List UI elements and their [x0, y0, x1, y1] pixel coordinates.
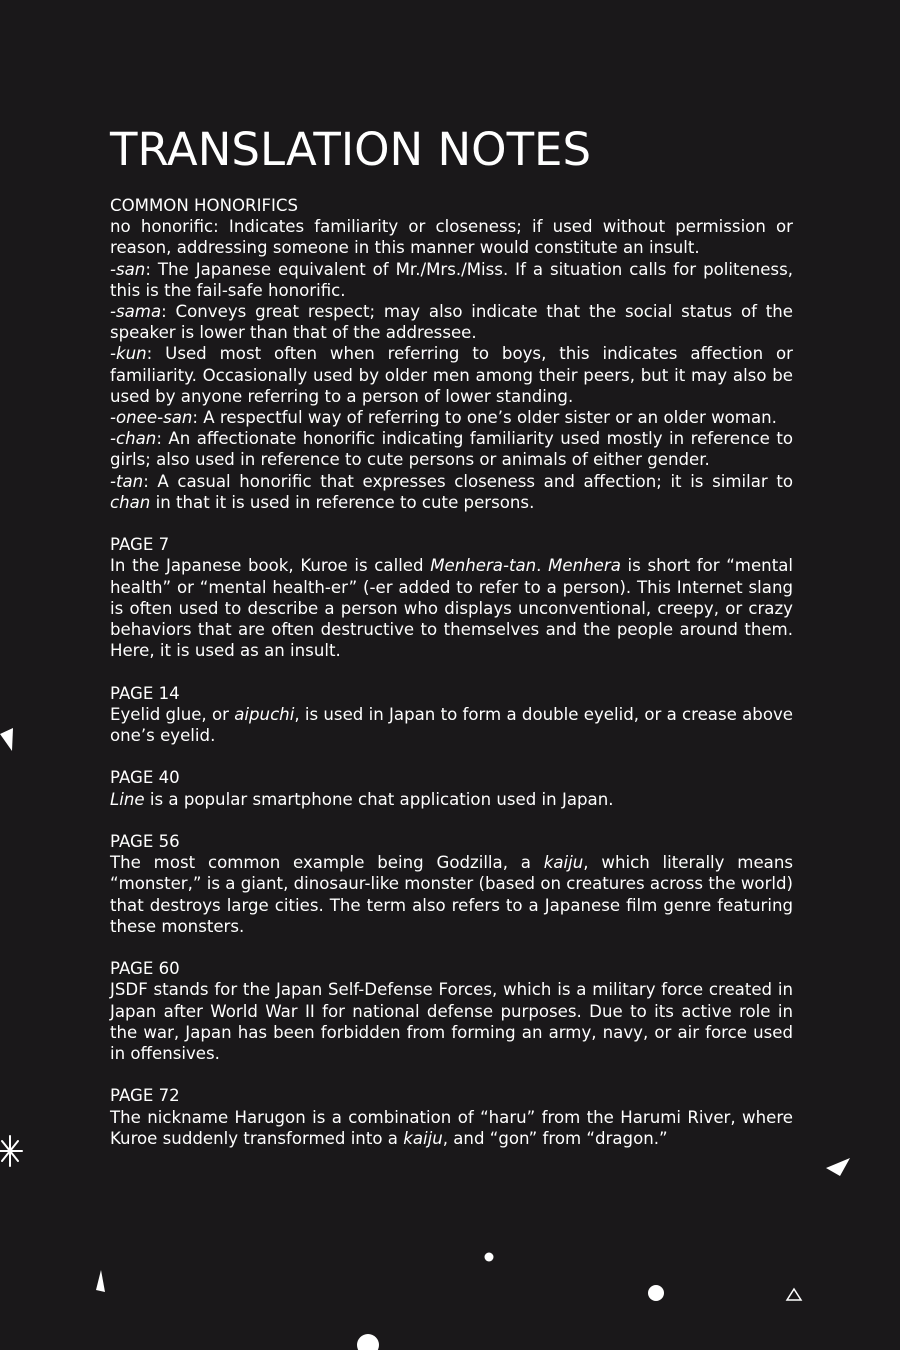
note-term: kaiju — [403, 1128, 443, 1148]
note-term: Menhera-tan — [430, 556, 537, 576]
honorific-definition: : An affectionate honorific indicating familiarity used mostly in reference to girls; also used in reference to cute persons or animals of either gender. — [110, 429, 793, 470]
circle-shape — [482, 1250, 496, 1264]
note-text: . — [536, 556, 549, 576]
circle-shape — [355, 1332, 381, 1350]
page-note-section — [110, 831, 793, 937]
note-paragraph — [110, 979, 793, 1064]
page-note-section — [110, 683, 793, 747]
page-note-section — [110, 1085, 793, 1149]
honorific-term: -tan — [110, 471, 144, 491]
honorific-term: -onee-san — [110, 408, 193, 428]
honorific-entry — [110, 428, 793, 470]
honorific-definition: : Conveys great respect; may also indicate that the social status of the speaker is lower than that of the addressee. — [110, 302, 793, 343]
page-title: TRANSLATION NOTES — [110, 123, 592, 176]
note-text: , and “gon” from “dragon.” — [442, 1128, 668, 1148]
honorific-entry — [110, 301, 793, 343]
section-heading: PAGE 40 — [110, 768, 180, 788]
honorific-entry — [110, 407, 793, 428]
note-text: , which literally means “monster,” is a giant, dinosaur-like monster (based on creatures across the world) that destroys large cities. The term also refers to a Japanese film genre featuring these monsters. — [110, 853, 794, 936]
note-term: Line — [110, 789, 145, 809]
honorific-definition: : A casual honorific that expresses closeness and affection; it is similar to — [143, 471, 793, 491]
triangle-shape — [93, 1268, 109, 1294]
honorific-entry — [110, 343, 793, 407]
honorific-entry — [110, 259, 793, 301]
sparkle-icon — [0, 1134, 26, 1168]
note-term: Menhera — [548, 556, 621, 576]
notes-content — [110, 195, 793, 1170]
note-paragraph — [110, 1107, 793, 1149]
note-term: kaiju — [543, 853, 584, 873]
note-text: The most common example being Godzilla, a — [110, 853, 544, 873]
honorific-entry — [110, 216, 793, 258]
triangle-outline-shape — [785, 1287, 803, 1303]
page-note-section — [110, 958, 793, 1064]
note-text: is short for “mental health” or “mental health-er” (-er added to refer to a person). This Internet slang is often used to describe a person who displays unconventional, creepy, or crazy behaviors that are often destructive to themselves and the people around them. Here, it is used as an insult. — [110, 556, 793, 661]
note-text: In the Japanese book, Kuroe is called — [110, 556, 431, 576]
section-heading: PAGE 72 — [110, 1086, 180, 1106]
circle-shape — [645, 1282, 667, 1304]
honorific-definition: no honorific: Indicates familiarity or closeness; if used without permission or reason, addressing someone in this manner would constitute an insult. — [110, 217, 793, 258]
note-paragraph — [110, 555, 793, 661]
section-heading: PAGE 14 — [110, 683, 180, 703]
honorifics-section — [110, 195, 793, 513]
honorific-definition: : A respectful way of referring to one’s older sister or an older woman. — [192, 408, 777, 428]
page-note-section — [110, 534, 793, 661]
note-text: The nickname Harugon is a combination of “haru” from the Harumi River, where Kuroe suddenly transformed into a — [110, 1107, 793, 1148]
honorific-term: -sama — [110, 302, 162, 322]
honorific-definition: : Used most often when referring to boys, this indicates affection or familiarity. Occasionally used by older men among their peers, but it may also be used by anyone referring to a person of lower standing. — [110, 344, 793, 406]
honorific-term: -san — [110, 259, 146, 279]
section-heading: PAGE 60 — [110, 959, 180, 979]
triangle-shape — [0, 728, 14, 752]
honorific-entry — [110, 471, 793, 513]
page-notes-list — [110, 534, 793, 1149]
honorific-term: -kun — [110, 344, 147, 364]
note-text: JSDF stands for the Japan Self-Defense Forces, which is a military force created in Japan after World War II for national defense purposes. Due to its active role in the war, Japan has been forbidden from forming an army, navy, or air force used in offensives. — [110, 980, 793, 1064]
triangle-shape — [822, 1156, 852, 1178]
honorific-definition-tail: in that it is used in reference to cute persons. — [150, 492, 535, 512]
honorific-definition: : The Japanese equivalent of Mr./Mrs./Miss. If a situation calls for politeness, this is the fail-safe honorific. — [110, 259, 793, 300]
note-text: is a popular smartphone chat application used in Japan. — [144, 789, 614, 809]
section-heading: PAGE 7 — [110, 535, 170, 555]
note-text: , is used in Japan to form a double eyelid, or a crease above one’s eyelid. — [110, 704, 793, 746]
page-note-section — [110, 767, 793, 809]
section-heading: PAGE 56 — [110, 832, 180, 852]
section-heading: COMMON HONORIFICS — [110, 196, 299, 215]
note-paragraph — [110, 852, 793, 937]
note-text: Eyelid glue, or — [110, 704, 235, 724]
note-term: aipuchi — [234, 704, 295, 724]
honorific-term-inline: chan — [110, 492, 151, 512]
honorific-term: -chan — [110, 429, 157, 449]
note-paragraph — [110, 789, 793, 810]
note-paragraph — [110, 704, 793, 746]
